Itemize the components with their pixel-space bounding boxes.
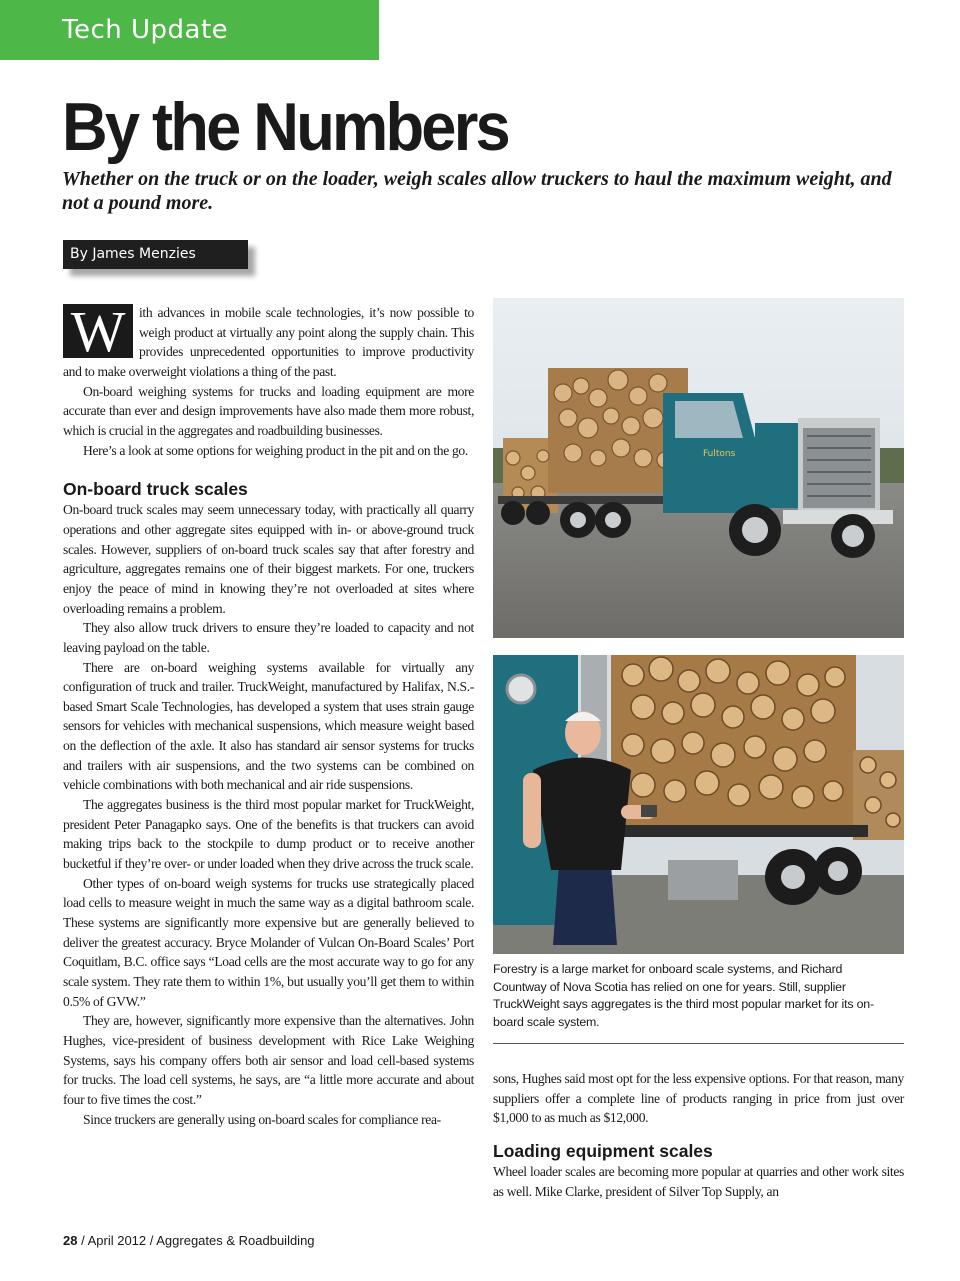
body-paragraph-1: On-board truck scales may seem unnecessary today, with practically all quarry operations and other aggregate sites equipped with in- or above-ground truck scales. However, suppliers of on-board truck scales say that after forestry and agriculture, aggregates remains one of their biggest markets. For one, truckers enjoy the peace of mind in knowing they’re not overloaded at sites where overloading remains a problem. [63, 502, 474, 616]
page-number: 28 [63, 1233, 78, 1248]
intro-paragraph-2: On-board weighing systems for trucks and loading equipment are more accurate than ever and design improvements have also made them more robust, which is crucial in the aggregates and roadbuilding businesses. [63, 383, 474, 438]
continued-paragraph: sons, Hughes said most opt for the less expensive options. For that reason, many suppliers offer a complete line of products ranging in price from just over $1,000 to as much as $12,000. [493, 1071, 904, 1126]
body-paragraph-7: Since truckers are generally using on-board scales for compliance rea- [83, 1111, 441, 1127]
body-paragraph-4: The aggregates business is the third most popular market for TruckWeight, president Peter Panagapko says. One of the benefits is that truckers can avoid making trips back to the stockpile to dump product or to receive another bucketful if they’re over- or under loaded when they drive across the truck scale. [63, 797, 474, 872]
byline: By James Menzies [63, 240, 248, 269]
section-tab: Tech Update [0, 0, 379, 60]
page-footer [63, 1233, 315, 1248]
section-heading-loading: Loading equipment scales [493, 1140, 713, 1161]
loading-paragraph: Wheel loader scales are becoming more popular at quarries and other work sites as well. Mike Clarke, president of Silver Top Supply, an [493, 1163, 904, 1199]
headline: By the Numbers [62, 89, 508, 165]
photo-caption: Forestry is a large market for onboard scale systems, and Richard Countway of Nova Scotia has relied on one for years. Still, supplier TruckWeight says aggregates is the third most popular market for its on-board scale system. [493, 962, 874, 1029]
truck-door-text: Fultons [703, 449, 736, 459]
intro-paragraph-3: Here’s a look at some options for weighing product in the pit and on the go. [83, 442, 468, 458]
drop-cap: W [63, 304, 133, 358]
body-paragraph-3: There are on-board weighing systems available for virtually any configuration of truck and trailer. TruckWeight, manufactured by Halifax, N.S.-based Smart Scale Technologies, has developed a system that uses strain gauge sensors for vehicles with mechanical suspensions, which measure weight based on the deflection of the axle. It also has standard air sensor systems for trucks and trailers with air suspensions, and the two systems can be combined on vehicle combinations with both mechanical and air ride suspensions. [63, 659, 474, 793]
intro-paragraph-1 [63, 299, 474, 382]
photo-logging-truck [493, 298, 904, 638]
issue-info: / April 2012 / Aggregates & Roadbuilding [81, 1233, 315, 1248]
right-column [493, 1069, 904, 1201]
body-paragraph-2: They also allow truck drivers to ensure they’re loaded to capacity and not leaving payload on the table. [63, 620, 474, 655]
body-paragraph-6: They are, however, significantly more expensive than the alternatives. John Hughes, vice-president of business development with Rice Lake Weighing Systems, says his company offers both air sensor and load cell-based systems for trucks. The load cell systems, he says, are “a little more accurate and about four to five times the cost.” [63, 1013, 474, 1107]
body-paragraph-5: Other types of on-board weigh systems for trucks use strategically placed load cells to measure weight in much the same way as a digital bathroom scale. These systems are significantly more expensive but are generally believed to deliver the greatest accuracy. Bryce Molander of Vulcan On-Board Scales’ Port Coquitlam, B.C. office says “Load cells are the most accurate way to go for any scale system. They rate them to within 1%, but usually you’ll get them to within 0.5% of GVW.” [63, 875, 474, 1009]
left-column [63, 299, 474, 1129]
intro-text-1: ith advances in mobile scale technologies, it’s now possible to weigh product at virtually any point along the supply chain. This provides unprecedented opportunities to improve productivity and to make overweight violations a thing of the past. [63, 305, 474, 379]
section-heading-onboard: On-board truck scales [63, 479, 248, 500]
photo-driver-with-logs [493, 655, 904, 954]
deck: Whether on the truck or on the loader, weigh scales allow truckers to haul the maximum weight, and not a pound more. [62, 168, 892, 214]
caption-divider [493, 1043, 904, 1044]
